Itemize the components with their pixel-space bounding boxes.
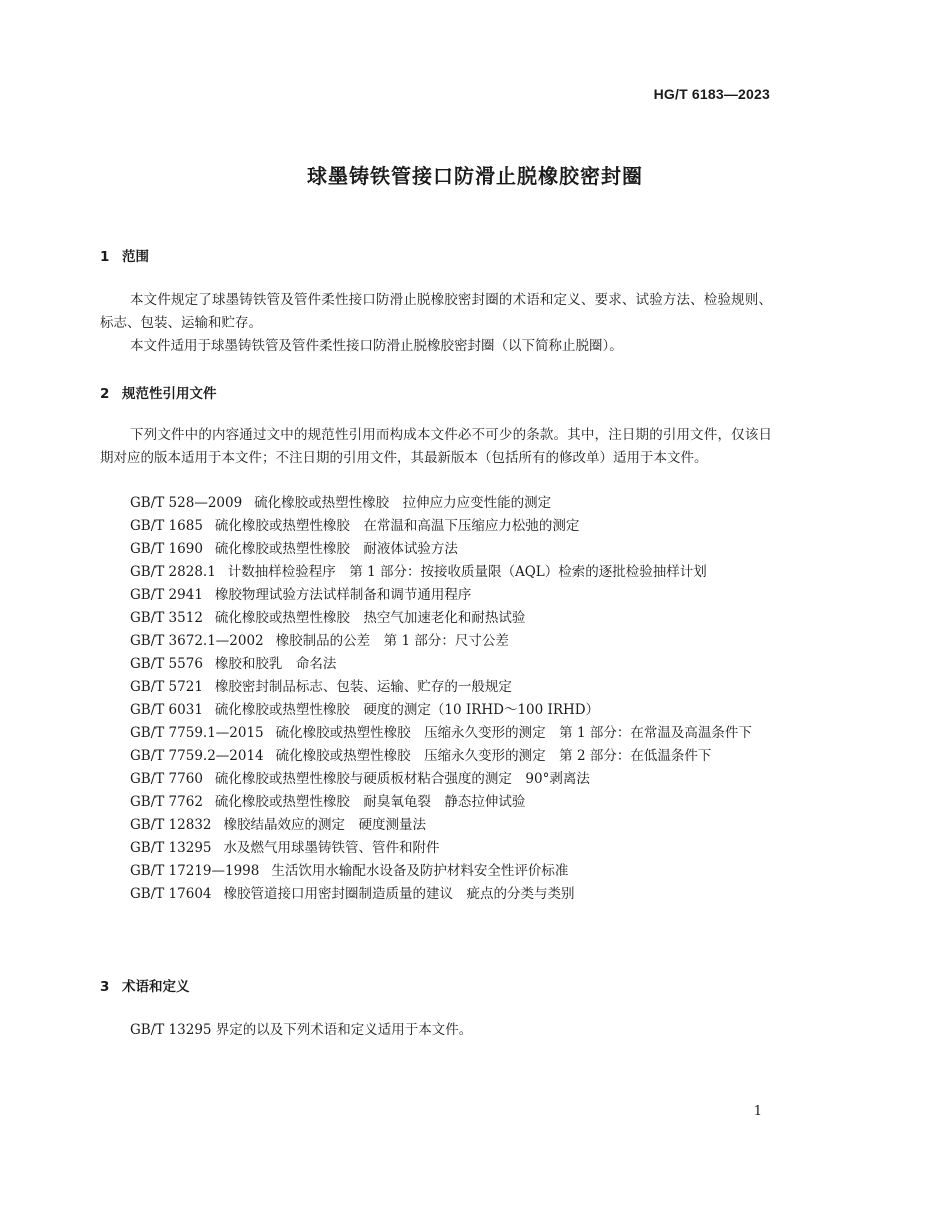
- section-number: 1: [100, 249, 110, 265]
- reference-code: GB/T 6031: [130, 702, 203, 718]
- reference-title: 橡胶结晶效应的测定 硬度测量法: [223, 817, 426, 833]
- reference-code: GB/T 5576: [130, 656, 203, 672]
- reference-item: [100, 538, 772, 561]
- page-number: 1: [753, 1104, 762, 1119]
- reference-code: GB/T 17604: [130, 886, 212, 902]
- reference-code: GB/T 1685: [130, 518, 203, 534]
- section-3-heading: [100, 975, 190, 995]
- reference-code: GB/T 5721: [130, 679, 203, 695]
- reference-title: 橡胶密封制品标志、包装、运输、贮存的一般规定: [214, 679, 512, 695]
- reference-item: [100, 860, 772, 883]
- reference-item: [100, 699, 772, 722]
- reference-item: [100, 745, 772, 768]
- section-title: 范围: [122, 249, 149, 265]
- reference-code: GB/T 3512: [130, 610, 203, 626]
- reference-code: GB/T 7759.1—2015: [130, 725, 264, 741]
- reference-code: GB/T 7760: [130, 771, 203, 787]
- reference-code: GB/T 13295: [130, 840, 212, 856]
- reference-item: [100, 814, 772, 837]
- reference-title: 硫化橡胶或热塑性橡胶 耐臭氧龟裂 静态拉伸试验: [214, 794, 526, 810]
- reference-title: 水及燃气用球墨铸铁管、管件和附件: [223, 840, 440, 856]
- reference-item: [100, 653, 772, 676]
- reference-item: [100, 492, 772, 515]
- section-title: 术语和定义: [122, 979, 190, 995]
- document-title: 球墨铸铁管接口防滑止脱橡胶密封圈: [307, 164, 643, 188]
- section-3-paragraph-1: GB/T 13295 界定的以及下列术语和定义适用于本文件。: [130, 1022, 473, 1038]
- reference-title: 生活饮用水输配水设备及防护材料安全性评价标准: [271, 863, 569, 879]
- reference-title: 橡胶管道接口用密封圈制造质量的建议 疵点的分类与类别: [223, 886, 575, 902]
- reference-code: GB/T 528—2009: [130, 495, 243, 511]
- reference-item: [100, 722, 772, 745]
- normative-references-list: [100, 492, 772, 906]
- section-number: 2: [100, 386, 110, 402]
- reference-title: 橡胶和胶乳 命名法: [214, 656, 337, 672]
- reference-title: 硫化橡胶或热塑性橡胶 在常温和高温下压缩应力松弛的测定: [214, 518, 580, 534]
- reference-title: 硫化橡胶或热塑性橡胶 耐液体试验方法: [214, 541, 458, 557]
- reference-item: [100, 883, 772, 906]
- reference-title: 硫化橡胶或热塑性橡胶 压缩永久变形的测定 第 2 部分：在低温条件下: [275, 748, 712, 764]
- reference-title: 计数抽样检验程序 第 1 部分：按接收质量限（AQL）检索的逐批检验抽样计划: [227, 564, 707, 580]
- section-1-paragraph-2: 本文件适用于球墨铸铁管及管件柔性接口防滑止脱橡胶密封圈（以下简称止脱圈）。: [130, 338, 623, 354]
- reference-code: GB/T 1690: [130, 541, 203, 557]
- reference-code: GB/T 2828.1: [130, 564, 216, 580]
- section-2-heading: [100, 382, 217, 402]
- reference-code: GB/T 3672.1—2002: [130, 633, 264, 649]
- reference-title: 硫化橡胶或热塑性橡胶 拉伸应力应变性能的测定: [254, 495, 552, 511]
- reference-title: 橡胶制品的公差 第 1 部分：尺寸公差: [275, 633, 509, 649]
- reference-code: GB/T 17219—1998: [130, 863, 260, 879]
- section-2-intro: 下列文件中的内容通过文中的规范性引用而构成本文件必不可少的条款。其中，注日期的引用文件，仅该日期对应的版本适用于本文件；不注日期的引用文件，其最新版本（包括所有的修改单）适用于本文件。: [100, 427, 772, 466]
- reference-code: GB/T 12832: [130, 817, 212, 833]
- reference-code: GB/T 2941: [130, 587, 203, 603]
- reference-title: 硫化橡胶或热塑性橡胶 压缩永久变形的测定 第 1 部分：在常温及高温条件下: [275, 725, 752, 741]
- section-1-heading: [100, 245, 149, 265]
- section-number: 3: [100, 979, 110, 995]
- reference-item: [100, 561, 772, 584]
- reference-item: [100, 584, 772, 607]
- reference-title: 硫化橡胶或热塑性橡胶 硬度的测定（10 IRHD～100 IRHD）: [214, 702, 600, 718]
- reference-item: [100, 607, 772, 630]
- reference-code: GB/T 7759.2—2014: [130, 748, 264, 764]
- reference-title: 硫化橡胶或热塑性橡胶与硬质板材粘合强度的测定 90°剥离法: [214, 771, 590, 787]
- reference-code: GB/T 7762: [130, 794, 203, 810]
- reference-item: [100, 515, 772, 538]
- section-1-paragraph-1: 本文件规定了球墨铸铁管及管件柔性接口防滑止脱橡胶密封圈的术语和定义、要求、试验方法、检验规则、标志、包装、运输和贮存。: [100, 292, 772, 331]
- reference-title: 硫化橡胶或热塑性橡胶 热空气加速老化和耐热试验: [214, 610, 526, 626]
- reference-item: [100, 630, 772, 653]
- reference-item: [100, 837, 772, 860]
- reference-item: [100, 676, 772, 699]
- reference-title: 橡胶物理试验方法试样制备和调节通用程序: [214, 587, 472, 603]
- standard-code: HG/T 6183—2023: [653, 86, 770, 102]
- reference-item: [100, 791, 772, 814]
- section-title: 规范性引用文件: [122, 386, 217, 402]
- reference-item: [100, 768, 772, 791]
